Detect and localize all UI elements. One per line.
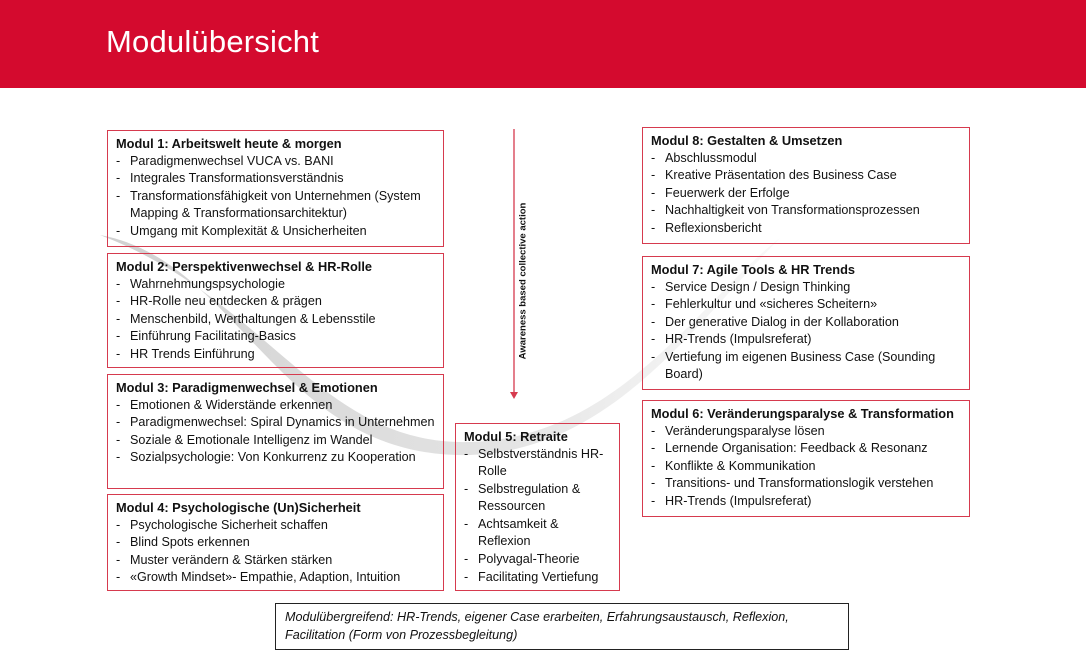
module-1-box [107,130,444,247]
module-item: - Sozialpsychologie: Von Konkurrenz zu Kooperation [116,449,435,467]
module-item: - Wahrnehmungspsychologie [116,276,435,294]
module-item: - Nachhaltigkeit von Transformationsprozessen [651,202,961,220]
module-item: - Service Design / Design Thinking [651,279,961,297]
module-item: - Umgang mit Komplexität & Unsicherheiten [116,223,435,241]
module-item: - Paradigmenwechsel: Spiral Dynamics in Unternehmen [116,414,435,432]
module-item: - Abschlussmodul [651,150,961,168]
module-item: - Konflikte & Kommunikation [651,458,961,476]
module-item: - HR-Rolle neu entdecken & prägen [116,293,435,311]
module-item: - Feuerwerk der Erfolge [651,185,961,203]
module-item: - Transformationsfähigkeit von Unternehmen (System Mapping & Transformationsarchitektur) [116,188,435,223]
page-title: Modulübersicht [106,24,320,59]
module-item: - Blind Spots erkennen [116,534,435,552]
module-title: Modul 2: Perspektivenwechsel & HR-Rolle [116,259,373,274]
module-item: - Emotionen & Widerstände erkennen [116,397,435,415]
module-title: Modul 6: Veränderungsparalyse & Transformation [651,406,954,421]
module-7-box [642,256,970,390]
module-item: - «Growth Mindset»- Empathie, Adaption, Intuition [116,569,435,587]
module-item: - Einführung Facilitating-Basics [116,328,435,346]
module-title: Modul 1: Arbeitswelt heute & morgen [116,136,342,151]
module-item: - Achtsamkeit & Reflexion [464,516,611,551]
module-4-box [107,494,444,591]
module-item: - Facilitating Vertiefung [464,569,611,587]
module-item: - Soziale & Emotionale Intelligenz im Wandel [116,432,435,450]
module-item: - Der generative Dialog in der Kollaboration [651,314,961,332]
arrow-label: Awareness based collective action [517,202,529,360]
module-2-box [107,253,444,368]
module-item: - Muster verändern & Stärken stärken [116,552,435,570]
module-item: - Psychologische Sicherheit schaffen [116,517,435,535]
module-item: - Selbstregulation & Ressourcen [464,481,611,516]
module-title: Modul 5: Retraite [464,429,568,444]
module-title: Modul 4: Psychologische (Un)Sicherheit [116,500,361,515]
module-item: - Vertiefung im eigenen Business Case (Sounding Board) [651,349,961,384]
module-item: - Lernende Organisation: Feedback & Resonanz [651,440,961,458]
module-6-box [642,400,970,517]
module-item: - Transitions- und Transformationslogik verstehen [651,475,961,493]
module-item: - Menschenbild, Werthaltungen & Lebensstile [116,311,435,329]
module-3-box [107,374,444,489]
module-title: Modul 7: Agile Tools & HR Trends [651,262,856,277]
module-title: Modul 3: Paradigmenwechsel & Emotionen [116,380,378,395]
module-item: - HR Trends Einführung [116,346,435,364]
module-8-box [642,127,970,244]
vertical-arrow-head [510,392,518,399]
module-item: - Polyvagal-Theorie [464,551,611,569]
module-item: - Fehlerkultur und «sicheres Scheitern» [651,296,961,314]
module-item: - Reflexionsbericht [651,220,961,238]
module-item: - Veränderungsparalyse lösen [651,423,961,441]
module-item: - Paradigmenwechsel VUCA vs. BANI [116,153,435,171]
module-title: Modul 8: Gestalten & Umsetzen [651,133,843,148]
module-item: - HR-Trends (Impulsreferat) [651,331,961,349]
module-item: - Selbstverständnis HR-Rolle [464,446,611,481]
module-item: - Integrales Transformationsverständnis [116,170,435,188]
cross-module-note: Modulübergreifend: HR-Trends, eigener Case erarbeiten, Erfahrungsaustausch, Reflexion, Facilitation (Form von Prozessbegleitung) [275,603,849,650]
module-item: - Kreative Präsentation des Business Case [651,167,961,185]
module-5-box [455,423,620,591]
module-item: - HR-Trends (Impulsreferat) [651,493,961,511]
